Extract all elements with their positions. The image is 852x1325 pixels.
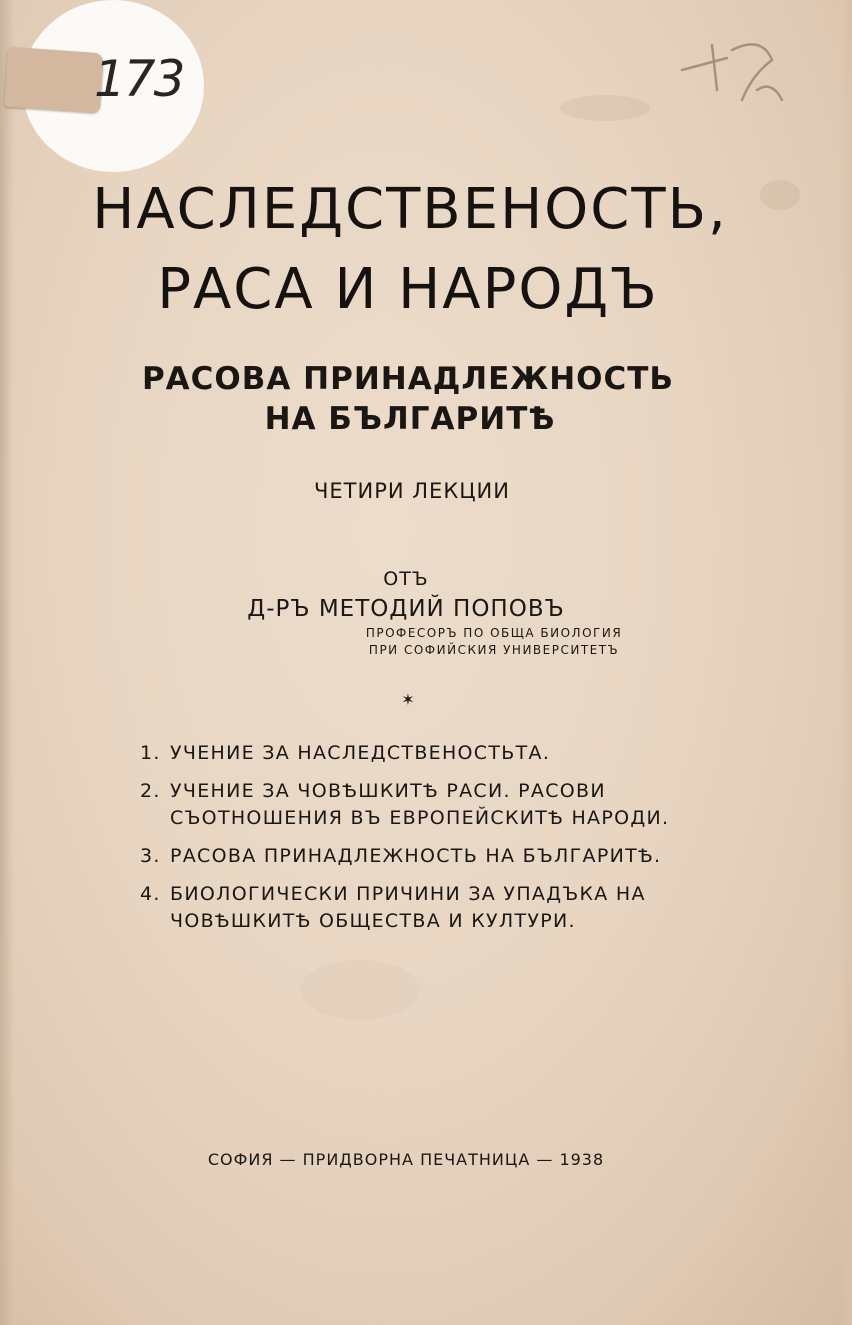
list-item-text: ЧОВѢШКИТѢ ОБЩЕСТВА И КУЛТУРИ. <box>170 910 576 932</box>
paper-edge-right <box>840 0 852 1325</box>
by-label: ОТЪ <box>383 568 429 590</box>
list-item-text: УЧЕНИЕ ЗА ЧОВѢШКИТѢ РАСИ. РАСОВИ <box>170 780 606 802</box>
lectures-caption: ЧЕТИРИ ЛЕКЦИИ <box>314 479 510 503</box>
list-item-number: 2. <box>140 780 161 802</box>
pencil-mark-icon <box>672 30 792 120</box>
paper-stain <box>300 960 420 1020</box>
author-position-line-2: ПРИ СОФИЙСКИЯ УНИВЕРСИТЕТЪ <box>368 643 620 657</box>
author-position <box>68 625 852 659</box>
list-item-number: 4. <box>140 883 161 905</box>
paper-stain <box>560 95 650 121</box>
list-item-text: УЧЕНИЕ ЗА НАСЛЕДСТВЕНОСТЬТА. <box>170 742 551 764</box>
list-item-number: 3. <box>140 845 161 867</box>
library-label-tape <box>4 47 104 114</box>
list-item <box>140 843 740 870</box>
list-item <box>140 881 740 935</box>
list-item-number: 1. <box>140 742 161 764</box>
lecture-contents-list <box>140 740 740 946</box>
publisher-imprint: СОФИЯ — ПРИДВОРНА ПЕЧАТНИЦА — 1938 <box>207 1150 605 1169</box>
subtitle-line-1: РАСОВА ПРИНАДЛЕЖНОСТЬ <box>141 361 675 397</box>
author-name: Д-РЪ МЕТОДИЙ ПОПОВЪ <box>247 596 565 622</box>
title-line-2: РАСА И НАРОДЪ <box>157 257 659 322</box>
list-item-text: СЪОТНОШЕНИЯ ВЪ ЕВРОПЕЙСКИТѢ НАРОДИ. <box>170 807 670 829</box>
list-item-text: БИОЛОГИЧЕСКИ ПРИЧИНИ ЗА УПАДЪКА НА <box>170 883 646 905</box>
shelf-number: 173 <box>94 50 184 108</box>
list-item <box>140 740 740 767</box>
star-ornament-icon: ✶ <box>401 690 415 709</box>
list-item <box>140 778 740 832</box>
list-item-text: РАСОВА ПРИНАДЛЕЖНОСТЬ НА БЪЛГАРИТѢ. <box>170 845 662 867</box>
title-line-1: НАСЛЕДСТВЕНОСТЬ, <box>92 177 728 242</box>
subtitle-line-2: НА БЪЛГАРИТѢ <box>264 401 556 437</box>
author-position-line-1: ПРОФЕСОРЪ ПО ОБЩА БИОЛОГИЯ <box>365 626 623 640</box>
